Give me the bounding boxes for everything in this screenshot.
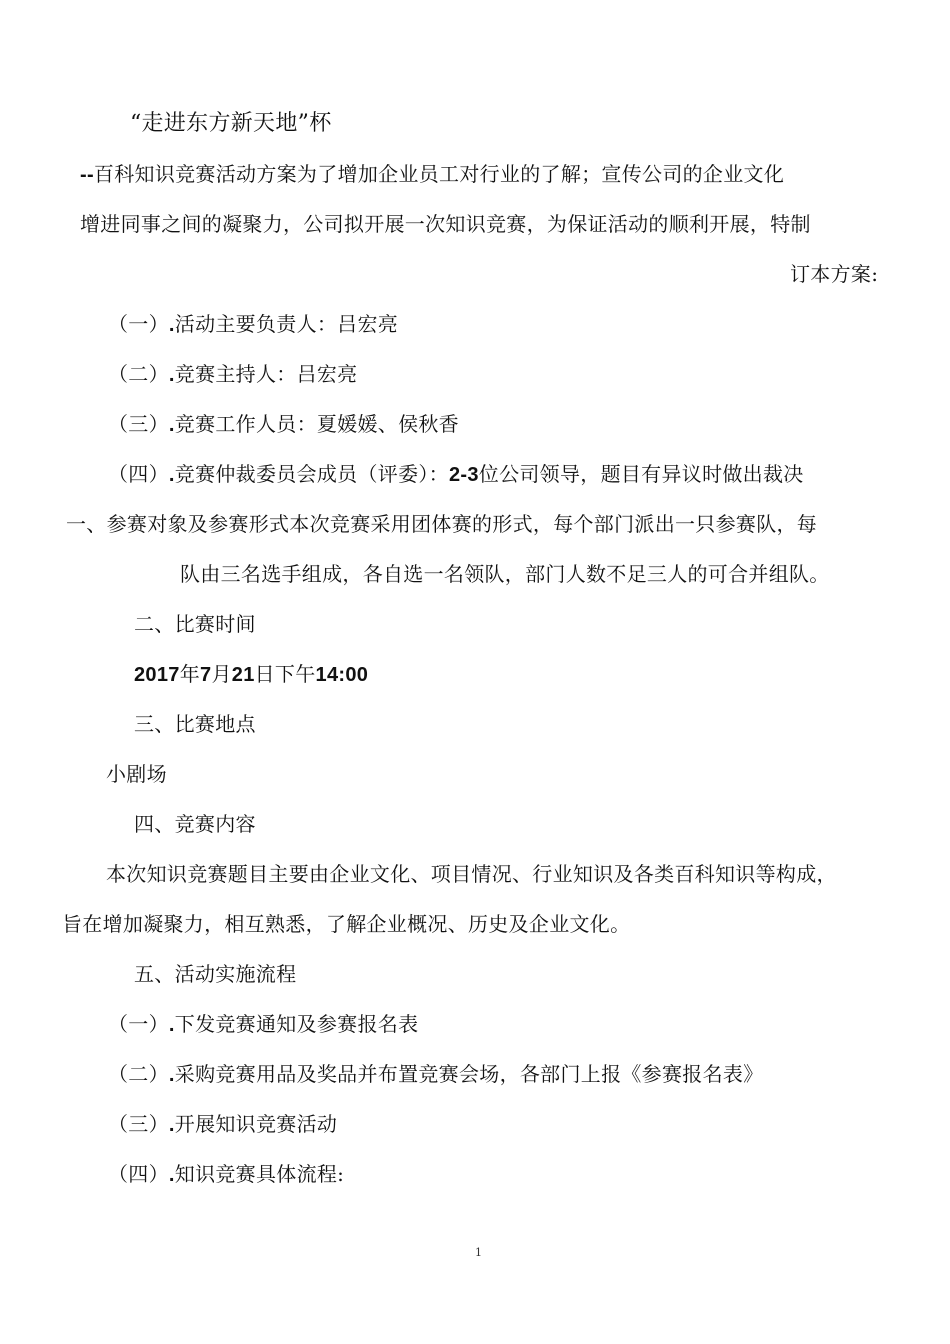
section1-line-1 bbox=[66, 510, 817, 538]
section4-heading bbox=[134, 810, 256, 838]
role-num: （三） bbox=[108, 412, 169, 436]
intro-text-3: 订本方案: bbox=[790, 262, 879, 286]
role-num: （二） bbox=[108, 362, 169, 386]
intro-text-2: 增进同事之间的凝聚力，公司拟开展一次知识竞赛，为保证活动的顺利开展，特制 bbox=[80, 212, 811, 236]
role-text: 活动主要负责人：吕宏亮 bbox=[174, 312, 399, 336]
section4-line-1 bbox=[106, 860, 837, 888]
section3-heading bbox=[134, 710, 256, 738]
step-num: （四） bbox=[108, 1162, 169, 1186]
section5-heading bbox=[134, 960, 296, 988]
page-number: 1 bbox=[475, 1246, 482, 1259]
competition-time bbox=[134, 660, 368, 689]
step-num: （三） bbox=[108, 1112, 169, 1136]
role-item-1 bbox=[108, 310, 398, 339]
role-dot: . bbox=[168, 364, 175, 386]
role-dot: . bbox=[168, 314, 175, 336]
role-item-2 bbox=[108, 360, 357, 389]
competition-place bbox=[106, 760, 167, 788]
section2-heading-text: 二、比赛时间 bbox=[134, 612, 256, 636]
role-num: （一） bbox=[108, 312, 169, 336]
flow-step-4 bbox=[108, 1160, 344, 1189]
intro-line-2 bbox=[80, 210, 811, 238]
document-title bbox=[130, 110, 332, 138]
step-text: 知识竞赛具体流程: bbox=[174, 1162, 345, 1186]
step-num: （二） bbox=[108, 1062, 169, 1086]
section1-text-1: 一、参赛对象及参赛形式本次竞赛采用团体赛的形式，每个部门派出一只参赛队，每 bbox=[66, 512, 818, 536]
step-text: 采购竞赛用品及奖品并布置竞赛会场，各部门上报《参赛报名表》 bbox=[174, 1062, 764, 1086]
role-text-after: 位公司领导，题目有异议时做出裁决 bbox=[478, 462, 804, 486]
section2-heading bbox=[134, 610, 256, 638]
role-item-3 bbox=[108, 410, 459, 439]
step-dot: . bbox=[168, 1014, 175, 1036]
time-clock: 14:00 bbox=[315, 664, 369, 686]
step-dot: . bbox=[168, 1114, 175, 1136]
role-count: 2-3 bbox=[448, 464, 479, 486]
role-text: 竞赛工作人员：夏媛媛、侯秋香 bbox=[174, 412, 459, 436]
time-day: 21 bbox=[231, 664, 255, 686]
section4-text-2: 旨在增加凝聚力，相互熟悉，了解企业概况、历史及企业文化。 bbox=[62, 912, 631, 936]
role-text: 竞赛主持人：吕宏亮 bbox=[174, 362, 358, 386]
step-text: 开展知识竞赛活动 bbox=[174, 1112, 338, 1136]
role-dot: . bbox=[168, 464, 175, 486]
time-month-char: 月 bbox=[211, 662, 232, 686]
intro-line-1 bbox=[80, 160, 784, 189]
subtitle-text: 百科知识竞赛活动方案为了增加企业员工对行业的了解；宣传公司的企业文化 bbox=[93, 162, 785, 186]
title-text: “走进东方新天地”杯 bbox=[130, 111, 332, 136]
section4-line-2 bbox=[62, 910, 630, 938]
role-text: 竞赛仲裁委员会成员（评委）： bbox=[174, 462, 449, 486]
section3-heading-text: 三、比赛地点 bbox=[134, 712, 256, 736]
place-text: 小剧场 bbox=[106, 762, 167, 786]
time-year-char: 年 bbox=[179, 662, 201, 686]
role-item-4 bbox=[108, 460, 804, 489]
section1-line-2 bbox=[180, 560, 830, 588]
step-text: 下发竞赛通知及参赛报名表 bbox=[174, 1012, 419, 1036]
step-num: （一） bbox=[108, 1012, 169, 1036]
intro-line-3 bbox=[790, 260, 878, 288]
role-dot: . bbox=[168, 414, 175, 436]
step-dot: . bbox=[168, 1064, 175, 1086]
time-month: 7 bbox=[200, 664, 212, 686]
flow-step-1 bbox=[108, 1010, 418, 1039]
section4-heading-text: 四、竞赛内容 bbox=[134, 812, 256, 836]
time-day-char: 日下午 bbox=[254, 662, 316, 686]
subtitle-dash: -- bbox=[80, 164, 94, 186]
flow-step-3 bbox=[108, 1110, 337, 1139]
time-year: 2017 bbox=[134, 664, 180, 686]
section1-text-2: 队由三名选手组成，各自选一名领队，部门人数不足三人的可合并组队。 bbox=[180, 562, 830, 586]
section5-heading-text: 五、活动实施流程 bbox=[134, 962, 297, 986]
step-dot: . bbox=[168, 1164, 175, 1186]
flow-step-2 bbox=[108, 1060, 763, 1089]
section4-text-1: 本次知识竞赛题目主要由企业文化、项目情况、行业知识及各类百科知识等构成， bbox=[106, 862, 837, 886]
role-num: （四） bbox=[108, 462, 169, 486]
